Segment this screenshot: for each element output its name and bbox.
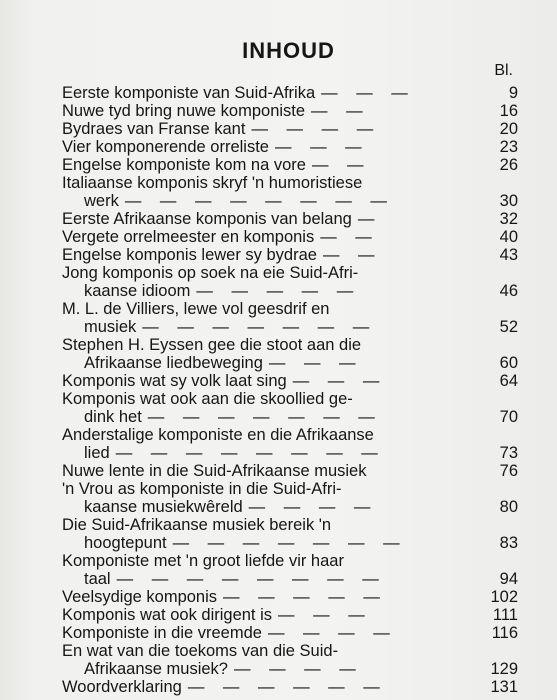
- table-of-contents: [62, 84, 518, 696]
- toc-entry-title: Bydraes van Franse kant: [62, 120, 246, 138]
- toc-leader-dashes: — — — —: [267, 624, 390, 642]
- toc-entry: [62, 606, 518, 624]
- toc-entry-title: Vier komponerende orreliste: [62, 138, 269, 156]
- toc-entry-title: Woordverklaring: [62, 678, 182, 696]
- toc-page-number: 26: [499, 156, 518, 174]
- toc-page-number: 30: [499, 192, 518, 210]
- toc-entry-title: Komponis wat sy volk laat sing: [62, 372, 287, 390]
- toc-entry-title: Anderstalige komponiste en die Afrikaanse: [62, 426, 374, 444]
- toc-entry: [62, 552, 518, 588]
- toc-page-number: 94: [499, 570, 518, 588]
- toc-page-number: 129: [490, 660, 518, 678]
- toc-leader-dashes: — —: [311, 102, 363, 120]
- toc-page-number: 23: [499, 138, 518, 156]
- toc-entry-title: Die Suid-Afrikaanse musiek bereik 'n: [62, 516, 332, 534]
- toc-page-number: 70: [499, 408, 518, 426]
- toc-entry-title: Nuwe lente in die Suid-Afrikaanse musiek: [62, 462, 367, 480]
- toc-page-number: 111: [492, 606, 518, 624]
- toc-page-number: 64: [499, 372, 518, 390]
- toc-entry-title: Eerste komponiste van Suid-Afrika: [62, 84, 316, 102]
- toc-leader-dashes: — —: [320, 228, 372, 246]
- toc-entry-title: Engelse komponiste kom na vore: [62, 156, 306, 174]
- toc-leader-dashes: — — — —: [248, 498, 371, 516]
- toc-entry-line: [62, 660, 518, 678]
- toc-entry-title: Italiaanse komponis skryf 'n humoristiese: [62, 174, 363, 192]
- toc-entry-title: En wat van die toekoms van die Suid-: [62, 642, 339, 660]
- toc-page-number: 52: [499, 318, 518, 336]
- toc-entry-line: [62, 84, 518, 102]
- toc-leader-dashes: — — — — —: [196, 282, 354, 300]
- toc-entry-line: [62, 390, 518, 408]
- toc-entry-line: [62, 246, 518, 264]
- toc-entry-line: [62, 264, 518, 282]
- toc-entry: [62, 210, 518, 228]
- toc-entry-line: [62, 642, 518, 660]
- toc-page-number: 76: [499, 462, 518, 480]
- toc-entry-title: 'n Vrou as komponiste in die Suid-Afri-: [62, 480, 342, 498]
- toc-entry: [62, 642, 518, 678]
- toc-entry-line: [62, 282, 518, 300]
- toc-leader-dashes: — — — — — — —: [172, 534, 400, 552]
- toc-entry-line: [62, 480, 518, 498]
- toc-entry-title: Komponis wat ook aan die skoollied ge-: [62, 390, 353, 408]
- toc-entry-title: hoogtepunt: [84, 534, 167, 552]
- toc-entry-title: Nuwe tyd bring nuwe komponiste: [62, 102, 306, 120]
- toc-entry-title: werk: [84, 192, 119, 210]
- toc-entry: [62, 264, 518, 300]
- toc-entry: [62, 300, 518, 336]
- toc-entry-title: lied: [84, 444, 110, 462]
- toc-entry-line: [62, 336, 518, 354]
- toc-entry-title: Eerste Afrikaanse komponis van belang: [62, 210, 352, 228]
- toc-entry-title: Vergete orrelmeester en komponis: [62, 228, 315, 246]
- toc-entry-line: [62, 300, 518, 318]
- toc-page-number: 20: [499, 120, 518, 138]
- toc-entry-line: [62, 444, 518, 462]
- toc-entry: [62, 462, 518, 480]
- toc-entry-line: [62, 678, 518, 696]
- toc-entry: [62, 516, 518, 552]
- toc-entry: [62, 138, 518, 156]
- toc-entry-line: [62, 318, 518, 336]
- toc-page-number: 102: [490, 588, 518, 606]
- toc-entry-title: kaanse idioom: [84, 282, 191, 300]
- toc-entry-line: [62, 498, 518, 516]
- toc-leader-dashes: — —: [311, 156, 364, 174]
- toc-entry-title: Engelse komponis lewer sy bydrae: [62, 246, 317, 264]
- toc-page-number: 32: [499, 210, 518, 228]
- toc-entry: [62, 102, 518, 120]
- toc-leader-dashes: — —: [322, 246, 375, 264]
- toc-entry-title: Afrikaanse liedbeweging: [84, 354, 263, 372]
- toc-entry: [62, 588, 518, 606]
- toc-entry: [62, 228, 518, 246]
- toc-entry-title: dink het: [84, 408, 142, 426]
- toc-entry: [62, 156, 518, 174]
- toc-entry-line: [62, 210, 518, 228]
- toc-entry-line: [62, 588, 518, 606]
- toc-entry-title: M. L. de Villiers, lewe vol geesdrif en: [62, 300, 330, 318]
- toc-leader-dashes: — — — —: [233, 660, 356, 678]
- toc-page-number: 60: [499, 354, 518, 372]
- toc-entry-title: Afrikaanse musiek?: [84, 660, 228, 678]
- toc-entry-line: [62, 606, 518, 624]
- toc-entry-line: [62, 138, 518, 156]
- toc-leader-dashes: — — — — — — — —: [115, 444, 378, 462]
- toc-leader-dashes: — — — — — — —: [142, 318, 370, 336]
- page-title: INHOUD: [242, 38, 335, 63]
- page-column-label: Bl.: [494, 62, 513, 79]
- toc-page-number: 131: [490, 678, 518, 696]
- toc-entry-title: Jong komponis op soek na eie Suid-Afri-: [62, 264, 359, 282]
- toc-leader-dashes: — — —: [274, 138, 362, 156]
- toc-entry-line: [62, 570, 518, 588]
- toc-entry: [62, 174, 518, 210]
- toc-leader-dashes: — — —: [268, 354, 356, 372]
- toc-leader-dashes: — — — — —: [223, 588, 380, 606]
- toc-entry-title: kaanse musiekwêreld: [84, 498, 243, 516]
- toc-leader-dashes: — — — — — — —: [147, 408, 375, 426]
- toc-entry-line: [62, 156, 518, 174]
- toc-page-number: 43: [499, 246, 518, 264]
- toc-page-number: 40: [499, 228, 518, 246]
- toc-page-number: 9: [508, 84, 518, 102]
- toc-entry: [62, 84, 518, 102]
- toc-leader-dashes: — — — — — — — —: [116, 570, 379, 588]
- toc-entry: [62, 120, 518, 138]
- toc-leader-dashes: —: [357, 210, 375, 228]
- toc-entry-line: [62, 624, 518, 642]
- toc-entry-title: Komponis wat ook dirigent is: [62, 606, 273, 624]
- toc-entry-line: [62, 354, 518, 372]
- toc-entry-line: [62, 192, 518, 210]
- toc-entry-line: [62, 174, 518, 192]
- toc-entry-title: Komponiste met 'n groot liefde vir haar: [62, 552, 344, 570]
- toc-entry: [62, 246, 518, 264]
- toc-entry: [62, 426, 518, 462]
- toc-entry-line: [62, 462, 518, 480]
- toc-entry: [62, 678, 518, 696]
- toc-page-number: 73: [499, 444, 518, 462]
- toc-entry-line: [62, 102, 518, 120]
- toc-page-number: 116: [491, 624, 518, 642]
- toc-page-number: 46: [499, 282, 518, 300]
- toc-entry-line: [62, 552, 518, 570]
- toc-page-number: 16: [499, 102, 518, 120]
- toc-entry: [62, 390, 518, 426]
- toc-leader-dashes: — — —: [321, 84, 408, 102]
- toc-leader-dashes: — — —: [278, 606, 365, 624]
- toc-entry-line: [62, 120, 518, 138]
- toc-page-number: 80: [499, 498, 518, 516]
- toc-entry-line: [62, 228, 518, 246]
- toc-entry-title: Stephen H. Eyssen gee die stoot aan die: [62, 336, 362, 354]
- toc-leader-dashes: — — — —: [251, 120, 374, 138]
- toc-page-number: 83: [499, 534, 518, 552]
- toc-entry: [62, 624, 518, 642]
- toc-entry-line: [62, 516, 518, 534]
- toc-entry-line: [62, 426, 518, 444]
- toc-entry-line: [62, 534, 518, 552]
- toc-entry: [62, 372, 518, 390]
- toc-entry-title: Veelsydige komponis: [62, 588, 218, 606]
- toc-leader-dashes: — — — — — — — —: [124, 192, 387, 210]
- toc-entry-line: [62, 408, 518, 426]
- toc-entry-title: Komponiste in die vreemde: [62, 624, 262, 642]
- toc-entry: [62, 336, 518, 372]
- toc-entry-line: [62, 372, 518, 390]
- toc-leader-dashes: — — — — — —: [187, 678, 380, 696]
- toc-entry-title: taal: [84, 570, 111, 588]
- toc-entry: [62, 480, 518, 516]
- toc-leader-dashes: — — —: [292, 372, 380, 390]
- toc-entry-title: musiek: [84, 318, 137, 336]
